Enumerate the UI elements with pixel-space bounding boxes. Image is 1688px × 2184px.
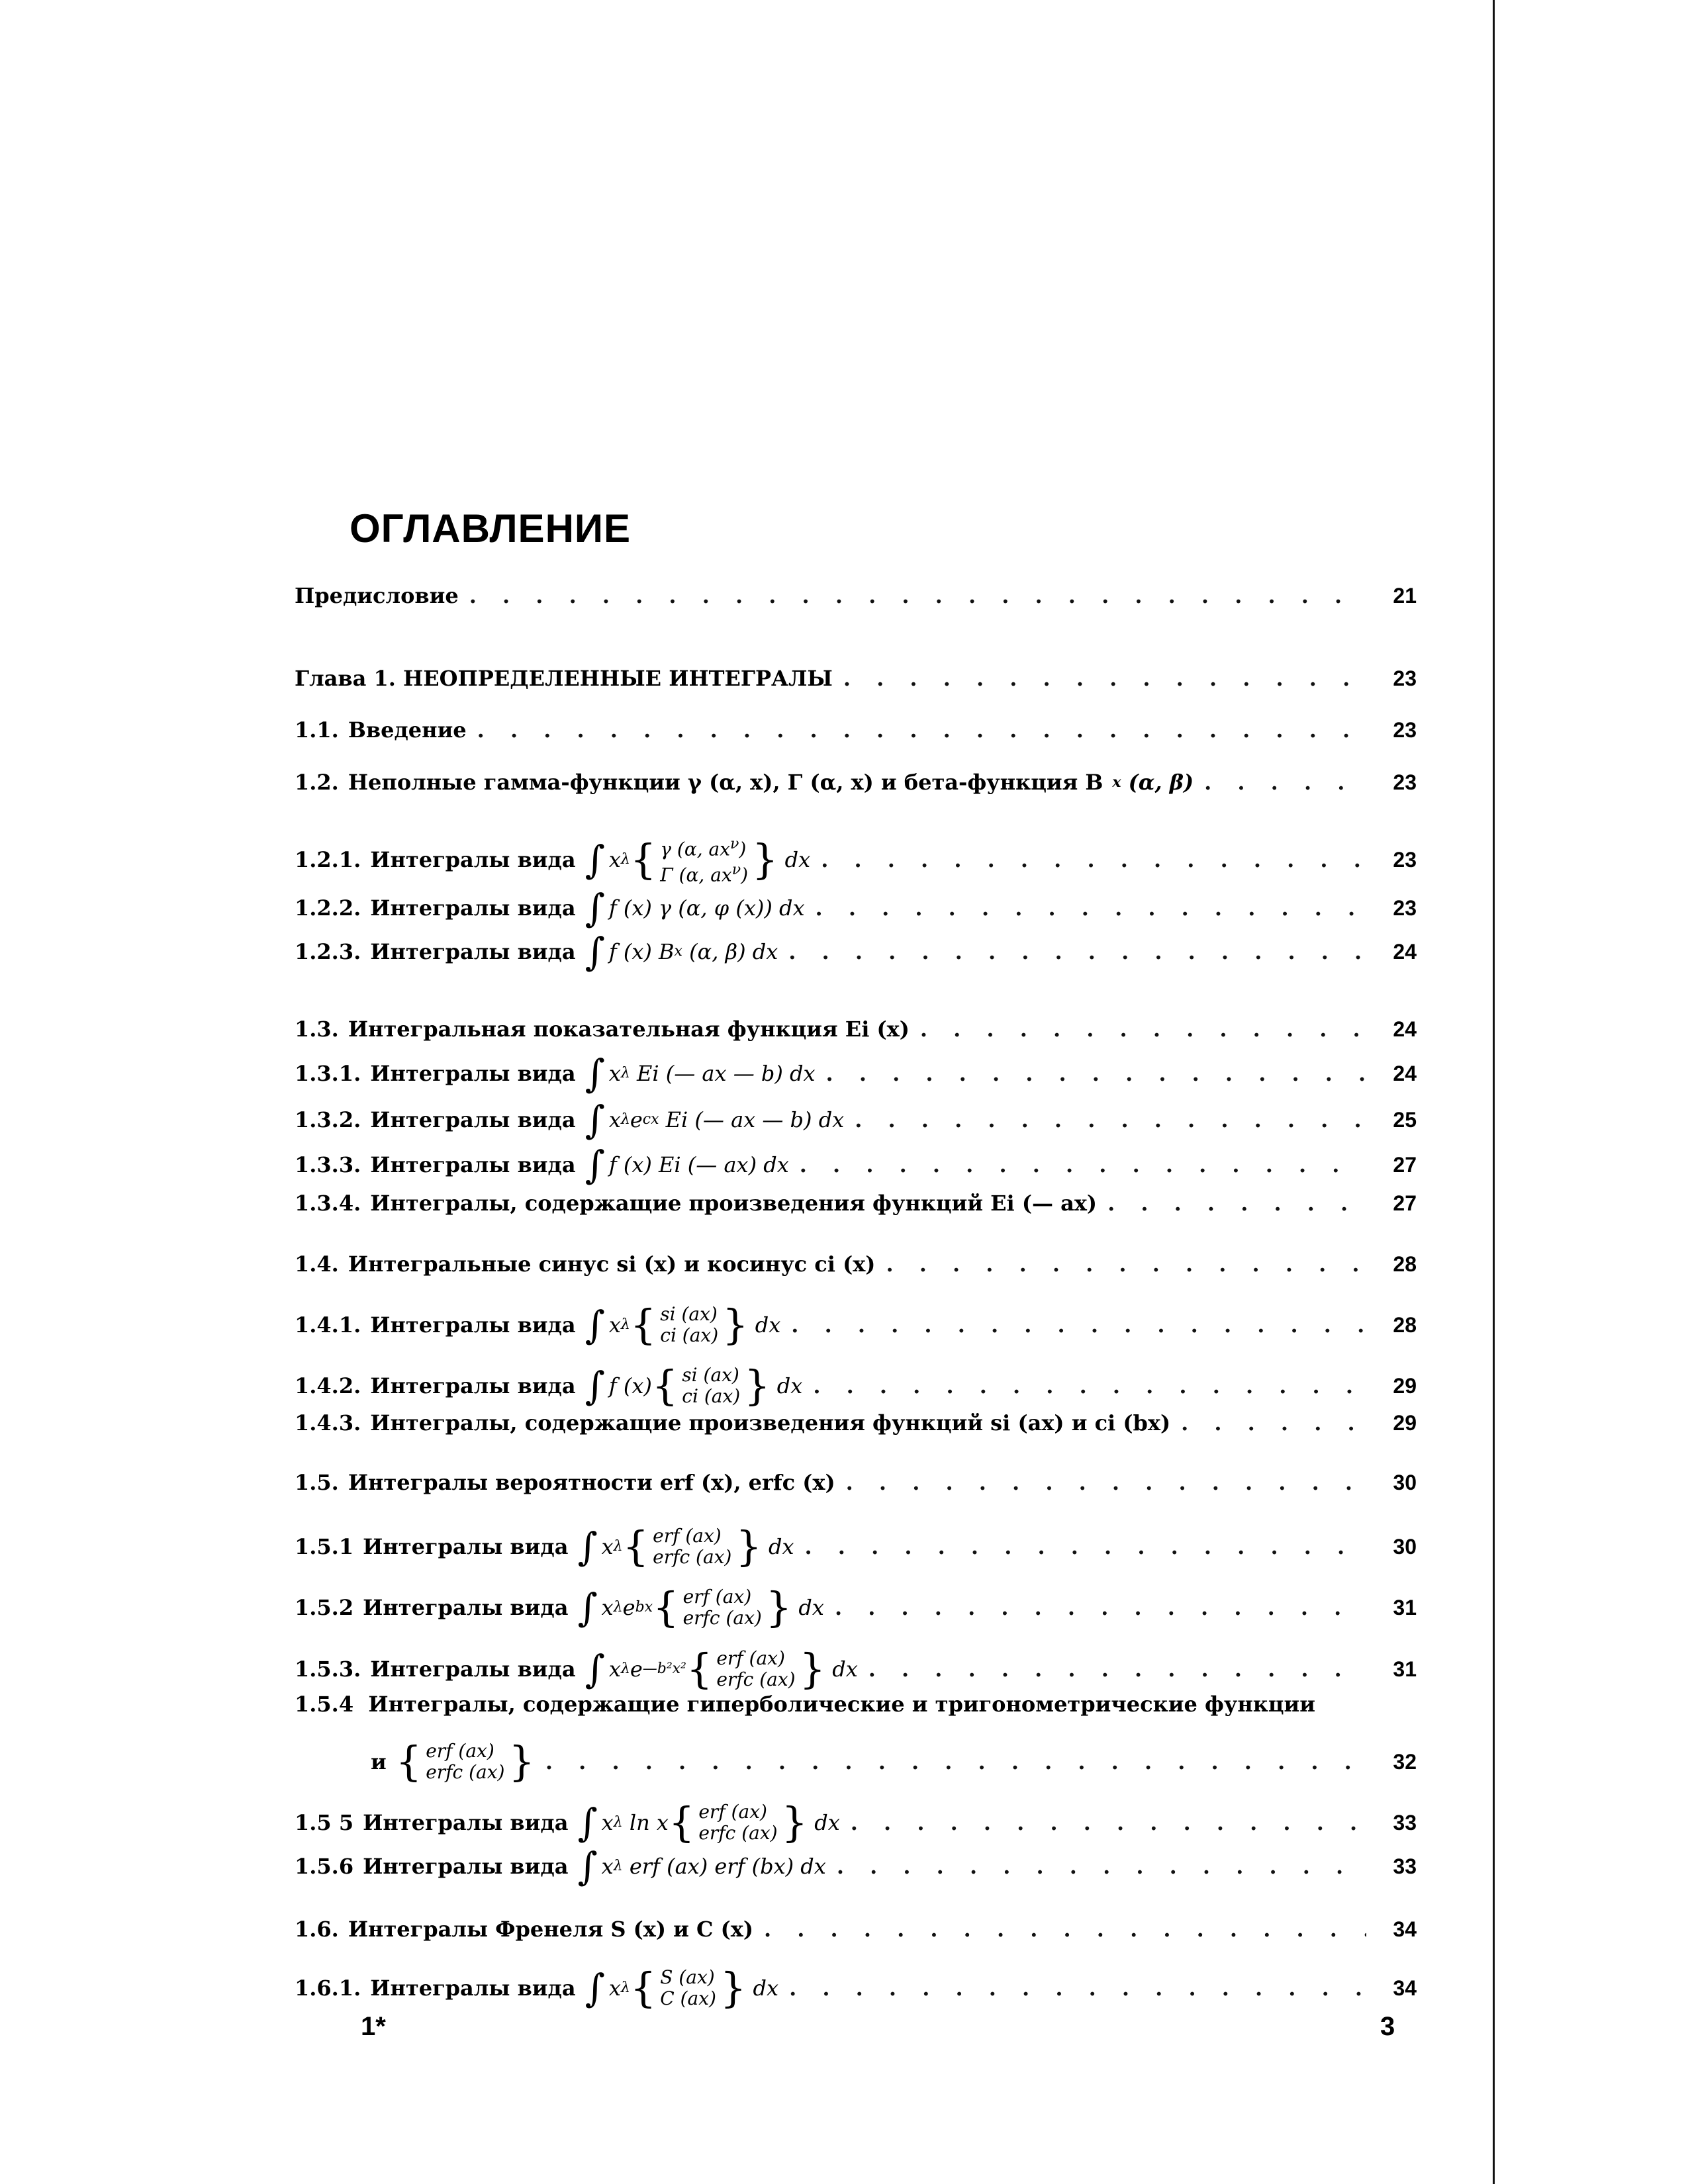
toc-entry-1-5-5[interactable] (295, 1798, 1417, 1846)
dot-leader (920, 1016, 1366, 1042)
toc-entry-label: Интегралы вида (363, 1810, 569, 1835)
toc-page-number: 30 (1393, 1471, 1417, 1494)
toc-page-number: 23 (1393, 666, 1417, 690)
toc-page-number: 31 (1393, 1596, 1417, 1619)
toc-entry-formula: ∫ f (x) { si (ax) ci (ax) } dx (585, 1361, 803, 1410)
toc-entry-label: Предисловие (295, 583, 459, 608)
toc-entry-1-5-2[interactable] (295, 1583, 1417, 1631)
toc-entry-number: 1.1. (295, 717, 339, 743)
toc-entry-number: 1.5. (295, 1470, 339, 1495)
toc-page-number: 21 (1393, 584, 1417, 608)
toc-page-number: 25 (1393, 1108, 1417, 1132)
integral-sign-icon: ∫ (585, 1647, 605, 1692)
toc-page-number: 24 (1393, 940, 1417, 964)
toc-entry-number: 1.5.6 (295, 1854, 354, 1879)
dot-leader (477, 717, 1366, 743)
toc-entry-1-4-3[interactable] (295, 1410, 1417, 1436)
toc-page-number: 30 (1393, 1535, 1417, 1559)
toc-entry-label: Интегралы Френеля S (x) и C (x) (348, 1917, 753, 1942)
dot-leader (1204, 769, 1366, 796)
toc-entry-1-2-1[interactable] (295, 834, 1417, 886)
toc-page-number: 33 (1393, 1811, 1417, 1835)
integral-sign-icon: ∫ (585, 1051, 605, 1096)
toc-entry-number: 1.4. (295, 1251, 339, 1277)
integral-sign-icon: ∫ (585, 886, 605, 931)
toc-entry-number: 1.3.2. (295, 1107, 361, 1132)
dot-leader (788, 938, 1366, 965)
toc-entry-connector: и (371, 1749, 387, 1774)
dot-leader (1181, 1410, 1366, 1436)
integral-sign-icon: ∫ (585, 1097, 605, 1142)
toc-entry-label: Интегральные синус si (x) и косинус ci (x) (348, 1251, 876, 1277)
toc-page-number: 28 (1393, 1252, 1417, 1276)
toc-page-number: 29 (1393, 1411, 1417, 1435)
toc-page-number: 27 (1393, 1153, 1417, 1177)
toc-page-number: 27 (1393, 1191, 1417, 1215)
dot-leader (886, 1251, 1366, 1277)
toc-entry-1-5-1[interactable] (295, 1522, 1417, 1570)
toc-entry-number: 1.3.4. (295, 1191, 361, 1216)
page-title: ОГЛАВЛЕНИЕ (350, 506, 632, 551)
toc-entry-label: Введение (348, 717, 467, 743)
toc-entry-label: Интегралы вида (370, 1657, 576, 1682)
toc-entry-formula: x (α, β) (1112, 770, 1194, 795)
toc-entry-number: 1.3. (295, 1017, 339, 1042)
toc-entry-label: Интегралы вероятности erf (x), erfc (x) (348, 1470, 835, 1495)
toc-entry-formula: ∫ f (x) γ (α, φ (x)) dx (585, 886, 805, 931)
dot-leader (789, 1975, 1366, 2001)
toc-entry-formula: ∫ x λ { si (ax) ci (ax) } dx (585, 1300, 781, 1349)
toc-entry-label: Интегралы, содержащие произведения функций Ei (— ax) (370, 1191, 1098, 1216)
toc-page-number: 31 (1393, 1657, 1417, 1681)
toc-entry-formula: ∫ x λ erf (ax) erf (bx) dx (577, 1844, 826, 1889)
toc-entry-formula: ∫ x λ e bx { erf (ax) erfc (ax) } dx (577, 1583, 824, 1631)
dot-leader (816, 895, 1366, 921)
toc-entry-number: 1.2.2. (295, 895, 361, 921)
toc-entry-formula: ∫ x λ e —b²x² { erf (ax) erfc (ax) } dx (585, 1645, 858, 1693)
toc-entry-1-5-4-line1[interactable] (295, 1691, 1403, 1717)
dot-leader (813, 1373, 1366, 1399)
toc-entry-number: 1.4.1. (295, 1312, 361, 1338)
toc-entry-1-6[interactable] (295, 1916, 1417, 1942)
toc-entry-number: 1.2.3. (295, 939, 361, 964)
toc-entry-number: 1.2. (295, 770, 339, 795)
toc-entry-preface[interactable] (295, 582, 1417, 609)
toc-entry-label: Неполные гамма-функции γ (α, x), Γ (α, x) и бета-функция B (348, 770, 1103, 795)
dot-leader (821, 846, 1366, 873)
toc-entry-1-1[interactable] (295, 717, 1417, 743)
toc-page-number: 33 (1393, 1854, 1417, 1878)
dot-leader (846, 1469, 1366, 1496)
toc-entry-number: 1.5.1 (295, 1534, 354, 1559)
dot-leader (791, 1312, 1366, 1338)
toc-entry-number: 1.6.1. (295, 1976, 361, 2001)
toc-entry-label: Интегралы вида (370, 1152, 576, 1177)
toc-entry-number: 1.5 5 (295, 1810, 354, 1835)
integral-sign-icon: ∫ (577, 1585, 598, 1630)
page-edge-line (1493, 0, 1495, 2184)
dot-leader (855, 1107, 1366, 1133)
toc-entry-label: Интегралы вида (363, 1854, 569, 1879)
integral-sign-icon: ∫ (585, 1966, 605, 2011)
toc-entry-label: Интегралы вида (370, 1061, 576, 1086)
toc-entry-1-4-2[interactable] (295, 1361, 1417, 1410)
toc-entry-1-4[interactable] (295, 1251, 1417, 1277)
toc-page-number: 34 (1393, 1976, 1417, 2000)
toc-entry-number: 1.5.4 (295, 1692, 354, 1717)
toc-entry-formula: ∫ x λ Ei (— ax — b) dx (585, 1051, 816, 1096)
toc-entry-1-3[interactable] (295, 1016, 1417, 1042)
toc-entry-formula: ∫ f (x) Ei (— ax) dx (585, 1142, 789, 1187)
dot-leader (868, 1656, 1366, 1682)
toc-entry-1-5-3[interactable] (295, 1645, 1417, 1693)
toc-entry-number: 1.2.1. (295, 847, 361, 873)
dot-leader (843, 665, 1366, 692)
dot-leader (826, 1060, 1366, 1087)
toc-entry-formula: ∫ x λ e cx Ei (— ax — b) dx (585, 1097, 845, 1142)
toc-page-number: 28 (1393, 1313, 1417, 1337)
toc-entry-formula: ∫ x λ { S (ax) C (ax) } dx (585, 1964, 779, 2012)
toc-entry-label: Интегралы, содержащие произведения функций si (ax) и ci (bx) (370, 1410, 1171, 1435)
toc-entry-number: 1.4.2. (295, 1373, 361, 1398)
toc-entry-1-3-4[interactable] (295, 1190, 1417, 1216)
toc-entry-1-3-3[interactable] (295, 1142, 1417, 1187)
toc-entry-1-5-4-line2[interactable] (371, 1737, 1417, 1786)
toc-page-number: 34 (1393, 1917, 1417, 1941)
toc-entry-1-2-2[interactable] (295, 886, 1417, 931)
toc-entry-1-3-1[interactable] (295, 1051, 1417, 1096)
toc-entry-number: 1.3.3. (295, 1152, 361, 1177)
integral-sign-icon: ∫ (585, 1302, 605, 1347)
toc-entry-formula: { erf (ax) erfc (ax) } (395, 1737, 535, 1786)
toc-page-number: 24 (1393, 1017, 1417, 1041)
toc-entry-label: Интегралы вида (370, 1312, 576, 1338)
dot-leader (764, 1916, 1366, 1942)
integral-sign-icon: ∫ (585, 837, 605, 883)
dot-leader (1107, 1190, 1366, 1216)
toc-page-number: 24 (1393, 1062, 1417, 1085)
toc-entry-label: Интегралы вида (370, 1373, 576, 1398)
toc-entry-label: Интегралы вида (363, 1595, 569, 1620)
integral-sign-icon: ∫ (585, 1142, 605, 1187)
toc-page-number: 23 (1393, 718, 1417, 742)
toc-entry-1-2[interactable] (295, 769, 1417, 796)
integral-sign-icon: ∫ (585, 929, 605, 974)
toc-entry-number: 1.5.3. (295, 1657, 361, 1682)
toc-page-number: 29 (1393, 1374, 1417, 1398)
dot-leader (851, 1809, 1366, 1836)
toc-entry-label: Глава 1. НЕОПРЕДЕЛЕННЫЕ ИНТЕГРАЛЫ (295, 666, 833, 691)
toc-page-number: 23 (1393, 848, 1417, 872)
toc-entry-label: Интегральная показательная функция Ei (x) (348, 1017, 910, 1042)
dot-leader (800, 1152, 1366, 1178)
page-number: 3 (1380, 2012, 1395, 2041)
signature-mark: 1* (361, 2012, 386, 2041)
toc-entry-1-6-1[interactable] (295, 1964, 1417, 2012)
toc-entry-label: Интегралы вида (363, 1534, 569, 1559)
dot-leader (469, 582, 1366, 609)
toc-entry-number: 1.3.1. (295, 1061, 361, 1086)
toc-entry-formula: ∫ x λ { γ (α, $ax^\nu$) Γ (α, $ax^\nu$) } dx (585, 835, 811, 886)
dot-leader (545, 1749, 1366, 1775)
toc-entry-chapter-1[interactable] (295, 665, 1417, 692)
toc-entry-label: Интегралы вида (370, 1976, 576, 2001)
integral-sign-icon: ∫ (585, 1363, 605, 1408)
toc-entry-label: Интегралы вида (370, 939, 576, 964)
toc-entry-1-2-3[interactable] (295, 929, 1417, 974)
toc-entry-label: Интегралы вида (370, 895, 576, 921)
toc-entry-label: Интегралы вида (370, 1107, 576, 1132)
toc-page-number: 32 (1393, 1750, 1417, 1774)
toc-page-number: 23 (1393, 770, 1417, 794)
toc-entry-number: 1.6. (295, 1917, 339, 1942)
integral-sign-icon: ∫ (577, 1800, 598, 1845)
dot-leader (805, 1533, 1366, 1560)
dot-leader (835, 1594, 1366, 1621)
toc-entry-number: 1.4.3. (295, 1410, 361, 1435)
toc-entry-label: Интегралы, содержащие гиперболические и тригонометрические функции (368, 1692, 1315, 1717)
toc-entry-label: Интегралы вида (370, 847, 576, 873)
toc-entry-1-5[interactable] (295, 1469, 1417, 1496)
toc-entry-number: 1.5.2 (295, 1595, 354, 1620)
toc-page-number: 23 (1393, 896, 1417, 920)
toc-entry-1-4-1[interactable] (295, 1300, 1417, 1349)
toc-entry-1-5-6[interactable] (295, 1844, 1417, 1889)
toc-entry-formula: ∫ f (x) B x (α, β) dx (585, 929, 778, 974)
integral-sign-icon: ∫ (577, 1524, 598, 1569)
toc-entry-formula: ∫ x λ { erf (ax) erfc (ax) } dx (577, 1522, 794, 1570)
dot-leader (837, 1853, 1366, 1880)
toc-entry-1-3-2[interactable] (295, 1097, 1417, 1142)
integral-sign-icon: ∫ (577, 1844, 598, 1889)
toc-entry-formula: ∫ x λ ln x { erf (ax) erfc (ax) } dx (577, 1798, 840, 1846)
